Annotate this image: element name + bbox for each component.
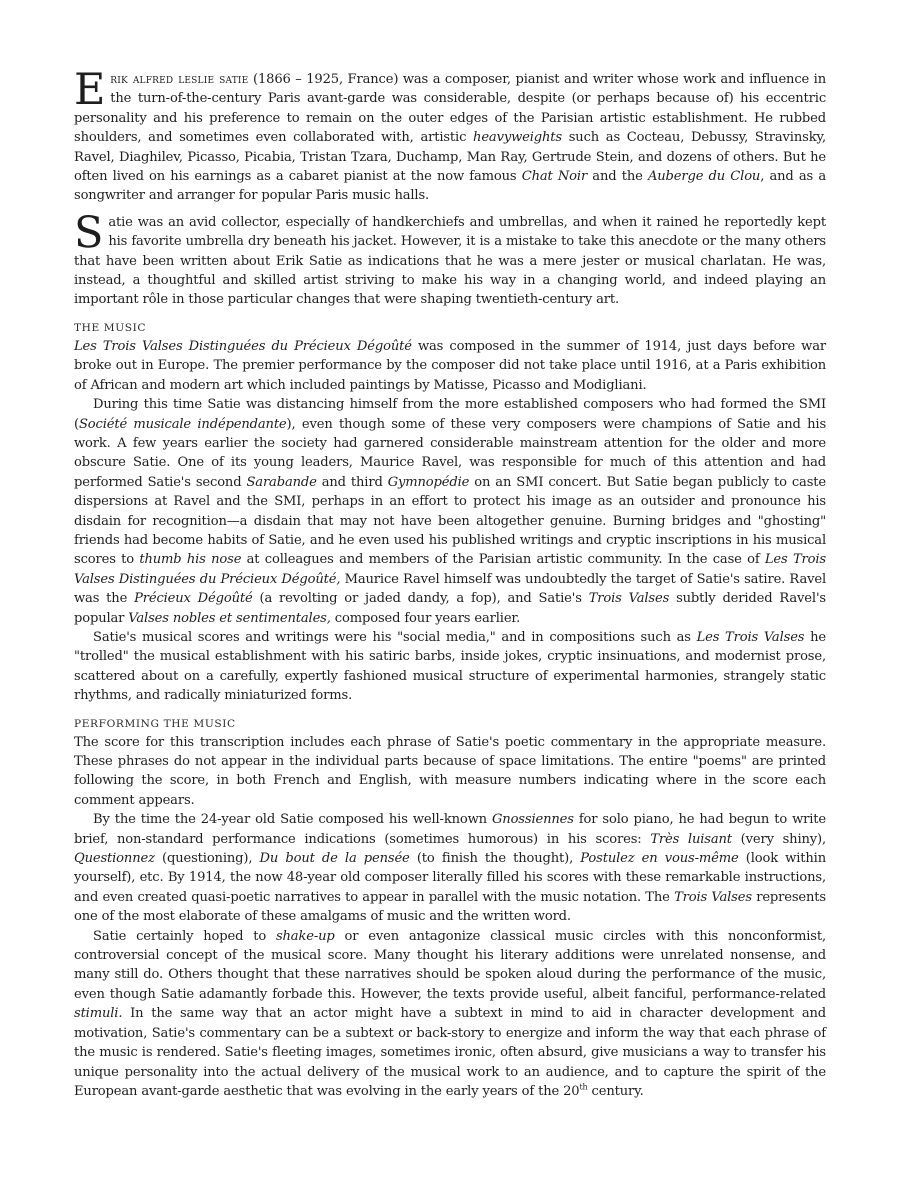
intro-paragraph-1: Erik alfred leslie satie (1866 – 1925, France) was a composer, pianist and writer whose work and influence in the turn-of-the-century Paris avant-garde was considerable, despite (or perhaps because of) his eccentric personality and his preference to remain on the outer edges of the Parisian artistic establishment. He rubbed shoulders, and sometimes even collaborated with, artistic heavyweights such as Cocteau, Debussy, Stravinsky, Ravel, Diaghilev, Picasso, Picabia, Tristan Tzara, Duchamp, Man Ray, Gertrude Stein, and dozens of others. But he often lived on his earnings as a cabaret pianist at the now famous Chat Noir and the Auberge du Clou, and as a songwriter and arranger for popular Paris music halls.: [74, 65, 827, 204]
section-heading-performing: PERFORMING THE MUSIC: [74, 717, 236, 730]
music-paragraph-2: During this time Satie was distancing himself from the more established composers who had formed the SMI (Société musicale indépendante), even though some of these very composers were champions of Satie and his work. A few years earlier the society had garnered considerable mainstream attention for the older and more obscure Satie. One of its young leaders, Maurice Ravel, was responsible for much of this attention and had performed Satie's second Sarabande and third Gymnopédie on an SMI concert. But Satie began publicly to caste dispersions at Ravel and the SMI, perhaps in an effort to protect his image as an outsider and pronounce his disdain for recognition—a disdain that may not have been altogether genuine. Burning bridges and "ghosting" friends had become habits of Satie, and he even used his published writings and cryptic inscriptions in his musical scores to thumb his nose at colleagues and members of the Parisian artistic community. In the case of Les Trois Valses Distinguées du Précieux Dégoûté, Maurice Ravel himself was undoubtedly the target of Satie's satire. Ravel was the Précieux Dégoûté (a revolting or jaded dandy, a fop), and Satie's Trois Valses subtly derided Ravel's popular Valses nobles et sentimentales, composed four years earlier.: [74, 397, 827, 626]
intro-paragraph-2: Satie was an avid collector, especially of handkerchiefs and umbrellas, and when it rained he reportedly kept his favorite umbrella dry beneath his jacket. However, it is a mistake to take this anecdote or the many others that have been written about Erik Satie as indications that he was a mere jester or musical charlatan. He was, instead, a thoughtful and skilled artist striving to make his way in a changing world, and indeed playing an important rôle in those particular changes that were shaping twentieth-century art.: [74, 207, 826, 308]
performing-paragraph-1: The score for this transcription includes each phrase of Satie's poetic commentary in the appropriate measure. These phrases do not appear in the individual parts because of space limitations. The entire "poems" are printed following the score, in both French and English, with measure numbers indicating where in the score each comment appears.: [74, 734, 826, 808]
section-heading-music: THE MUSIC: [74, 321, 147, 334]
music-paragraph-3: Satie's musical scores and writings were his "social media," and in compositions such as Les Trois Valses he "trolled" the musical establishment with his satiric barbs, inside jokes, cryptic insinuations, and modernist prose, scattered about on a carefully, expertly fashioned musical structure of experimental harmonies, strangely static rhythms, and radically miniaturized forms.: [74, 629, 826, 704]
music-paragraph-1: Les Trois Valses Distinguées du Précieux Dégoûté was composed in the summer of 1914, just days before war broke out in Europe. The premier performance by the composer did not take place until 1916, at a Paris exhibition of African and modern art which included paintings by Matisse, Picasso and Modigliani.: [74, 338, 827, 393]
drop-cap: S: [74, 207, 104, 258]
author-name: rik alfred leslie satie: [110, 72, 249, 87]
document-page: [74, 65, 827, 1101]
performing-paragraph-2: By the time the 24-year old Satie composed his well-known Gnossiennes for solo piano, he had begun to write brief, non-standard performance indications (sometimes humorous) in his scores: Très luisant (very shiny), Questionnez (questioning), Du bout de la pensée (to finish the thought), Postulez en vous-même (look within yourself), etc. By 1914, the now 48-year old composer literally filled his scores with these remarkable instructions, and even created quasi-poetic narratives to appear in parallel with the music notation. The Trois Valses represents one of the most elaborate of these amalgams of music and the written word.: [74, 812, 827, 925]
performing-paragraph-3: Satie certainly hoped to shake-up or even antagonize classical music circles with this nonconformist, controversial concept of the musical score. Many thought his literary additions were unrelated nonsense, and many still do. Others thought that these narratives should be spoken aloud during the performance of the music, even though Satie adamantly forbade this. However, the texts provide useful, albeit fanciful, performance-related stimuli. In the same way that an actor might have a subtext in mind to aid in character development and motivation, Satie's commentary can be a subtext or back-story to energize and inform the way that each phrase of the music is rendered. Satie's fleeting images, sometimes ironic, often absurd, give musicians a way to transfer his unique personality into the actual delivery of the musical work to an audience, and to capture the spirit of the European avant-garde aesthetic that was evolving in the early years of the 20th century.: [74, 928, 826, 1099]
drop-cap: E: [74, 65, 106, 115]
